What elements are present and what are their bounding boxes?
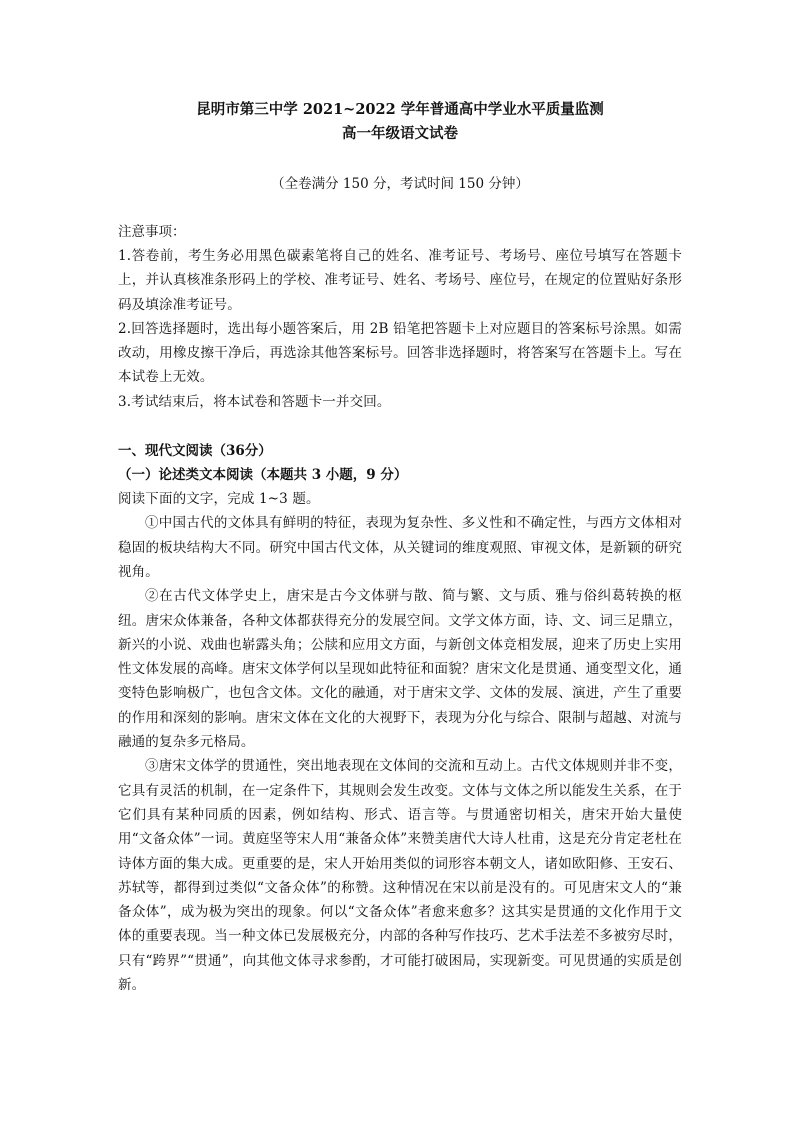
notice-block xyxy=(118,220,682,414)
notice-item-1: 1.答卷前，考生务必用黑色碳素笔将自己的姓名、准考证号、考场号、座位号填写在答题卡上，并认真核准条形码上的学校、准考证号、姓名、考场号、座位号，在规定的位置贴好条形码及填涂准考证号。 xyxy=(118,248,682,313)
section-modern-reading xyxy=(118,439,682,997)
passage-paragraph-3: ③唐宋文体学的贯通性，突出地表现在文体间的交流和互动上。古代文体规则并非不变，它具有灵活的机制，在一定条件下，其规则会发生改变。文体与文体之所以能发生关系，在于它们具有某种同质的因素，例如结构、形式、语言等。与贯通密切相关，唐宋开始大量使用“文备众体”一词。黄庭坚等宋人用“兼备众体”来赞美唐代大诗人杜甫，这是充分肯定老杜在诗体方面的集大成。更重要的是，宋人开始用类似的词形容本朝文人，诸如欧阳修、王安石、苏轼等，都得到过类似“文备众体”的称赞。这种情况在宋以前是没有的。可见唐宋文人的“兼备众体”，成为极为突出的现象。何以“文备众体”者愈来愈多？这其实是贯通的文化作用于文体的重要表现。当一种文体已发展极充分，内部的各种写作技巧、艺术手法差不多被穷尽时，只有“跨界”“贯通”，向其他文体寻求参酌，才可能打破困局，实现新变。可见贯通的实质是创新。 xyxy=(118,758,682,994)
notice-item-3: 3.考试结束后，将本试卷和答题卡一并交回。 xyxy=(118,393,391,410)
notice-heading: 注意事项： xyxy=(118,224,186,240)
subsection-heading: （一）论述类文本阅读（本题共 3 小题，9 分） xyxy=(118,467,408,484)
passage-paragraph-2: ②在古代文体学史上，唐宋是古今文体骈与散、简与繁、文与质、雅与俗纠葛转换的枢纽。唐宋众体兼备，各种文体都获得充分的发展空间。文学文体方面，诗、文、词三足鼎立，新兴的小说、戏曲也崭露头角；公牍和应用文方面，与新创文体竞相发展，迎来了历史上实用性文体发展的高峰。唐宋文体学何以呈现如此特征和面貌？唐宋文化是贯通、通变型文化，通变特色影响极广，也包含文体。文化的融通，对于唐宋文学、文体的发展、演进，产生了重要的作用和深刻的影响。唐宋文体在文化的大视野下，表现为分化与综合、限制与超越、对流与融通的复杂多元格局。 xyxy=(118,588,682,751)
passage-paragraph-1: ①中国古代的文体具有鲜明的特征，表现为复杂性、多义性和不确定性，与西方文体相对稳固的板块结构大不同。研究中国古代文体，从关键词的维度观照、审视文体，是新颖的研究视角。 xyxy=(118,515,682,580)
reading-instruction: 阅读下面的文字，完成 1~3 题。 xyxy=(118,491,320,508)
notice-item-2: 2.回答选择题时，选出每小题答案后，用 2B 铅笔把答题卡上对应题目的答案标号涂黑。如需改动，用橡皮擦干净后，再选涂其他答案标号。回答非选择题时，将答案写在答题卡上。写在本试卷上无效。 xyxy=(118,320,682,386)
section-heading: 一、现代文阅读（36分） xyxy=(118,443,272,460)
exam-info: （全卷满分 150 分，考试时间 150 分钟） xyxy=(271,176,529,192)
exam-title: 昆明市第三中学 2021~2022 学年普通高中学业水平质量监测 xyxy=(196,101,604,118)
exam-subtitle: 高一年级语文试卷 xyxy=(342,125,458,142)
